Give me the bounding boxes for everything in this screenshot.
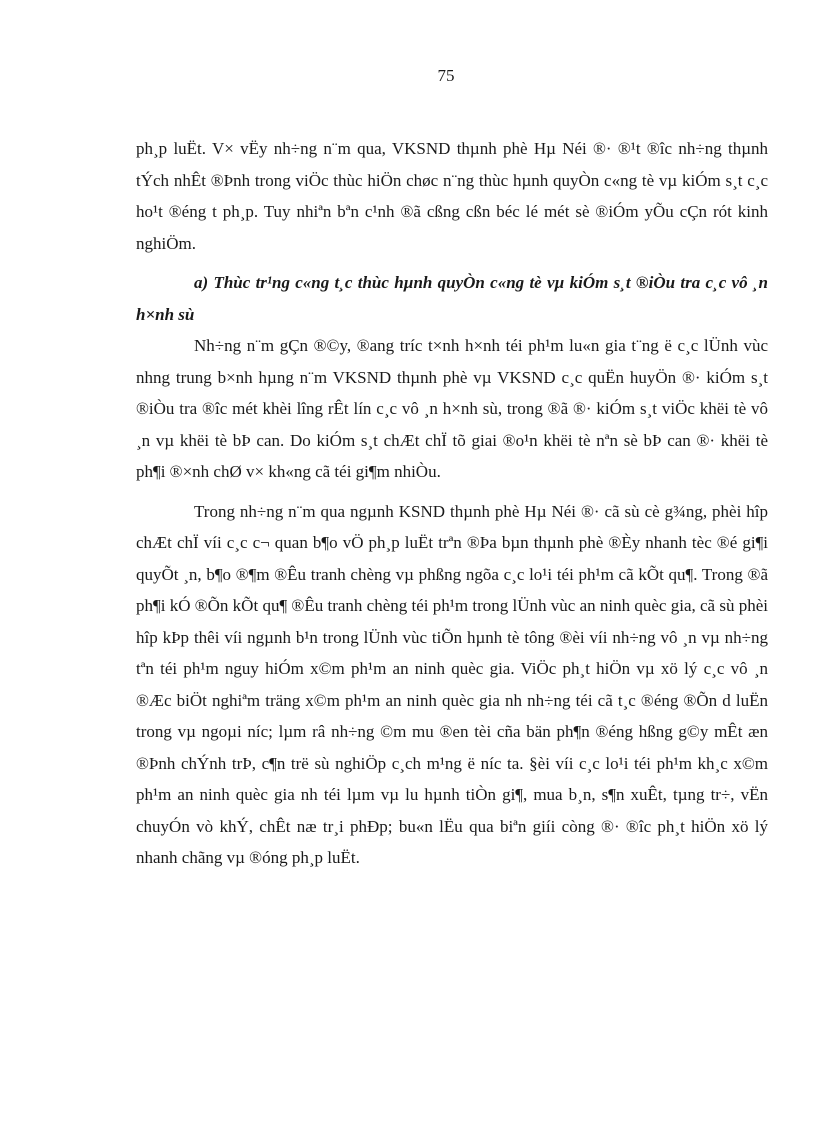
paragraph-2: Nh÷ng n¨m gÇn ®©y, ®ang tríc t×nh h×nh téi ph¹m lu«n gia t¨ng ë c¸c lÜnh vùc nhng trung b×nh hµng n¨m VKSND thµnh phè vµ VKSND c¸c quËn huyÖn ®· kiÓm s¸t ®iÒu tra ®îc mét khèi lîng rÊt lín c¸c vô ¸n h×nh sù, trong ®ã ®· kiÓm s¸t viÖc khëi tè vô ¸n vµ khëi tè bÞ can. Do kiÓm s¸t chÆt chÏ tõ giai ®o¹n khëi tè nªn sè bÞ can ®· khëi tè ph¶i ®×nh chØ v× kh«ng cã téi gi¶m nhiÒu. (136, 336, 768, 481)
section-heading: a) Thùc tr¹ng c«ng t¸c thùc hµnh quyÒn c«ng tè vµ kiÓm s¸t ®iÒu tra c¸c vô ¸n h×nh sù (136, 273, 768, 324)
paragraph-1: ph¸p luËt. V× vËy nh÷ng n¨m qua, VKSND thµnh phè Hµ Néi ®· ®¹t ®îc nh÷ng thµnh tÝch nhÊt ®Þnh trong viÖc thùc hiÖn chøc n¨ng thùc hµnh quyÒn c«ng tè vµ kiÓm s¸t c¸c ho¹t ®éng t ph¸p. Tuy nhiªn bªn c¹nh ®ã cßng cßn béc lé mét sè ®iÓm yÕu cÇn rót kinh nghiÖm. (136, 139, 768, 253)
page-number: 75 (437, 66, 455, 85)
paragraph-3: Trong nh÷ng n¨m qua ngµnh KSND thµnh phè Hµ Néi ®· cã sù cè g¾ng, phèi hîp chÆt chÏ víi c¸c c¬ quan b¶o vÖ ph¸p luËt trªn ®Þa bµn thµnh phè ®Èy nhanh tèc ®é gi¶i quyÕt ¸n, b¶o ®¶m ®Êu tranh chèng vµ phßng ngõa c¸c lo¹i téi ph¹m cã kÕt qu¶. Trong ®ã ph¶i kÓ ®Õn kÕt qu¶ ®Êu tranh chèng téi ph¹m trong lÜnh vùc an ninh quèc gia, cã sù phèi hîp kÞp thêi víi ngµnh b¹n trong lÜnh vùc tiÕn hµnh tè tông ®èi víi nh÷ng vô ¸n vµ nh÷ng tªn téi ph¹m nguy hiÓm x©m ph¹m an ninh quèc gia. ViÖc ph¸t hiÖn vµ xö lý c¸c vô ¸n ®Æc biÖt nghiªm träng x©m ph¹m an ninh quèc gia nh nh÷ng téi cã t¸c ®éng ®Õn d luËn trong vµ ngoµi níc; lµm râ nh÷ng ©m mu ®en tèi cña bän ph¶n ®éng hßng g©y mÊt æn ®Þnh chÝnh trÞ, c¶n trë sù nghiÖp c¸ch m¹ng ë níc ta. §èi víi c¸c lo¹i téi ph¹m kh¸c x©m ph¹m an ninh quèc gia nh téi lµm vµ lu hµnh tiÒn gi¶, mua b¸n, s¶n xuÊt, tµng tr÷, vËn chuyÓn vò khÝ, chÊt næ tr¸i phÐp; bu«n lËu qua biªn giíi còng ®· ®îc ph¸t hiÖn xö lý nhanh chãng vµ ®óng ph¸p luËt. (136, 501, 768, 867)
document-body (136, 133, 768, 882)
